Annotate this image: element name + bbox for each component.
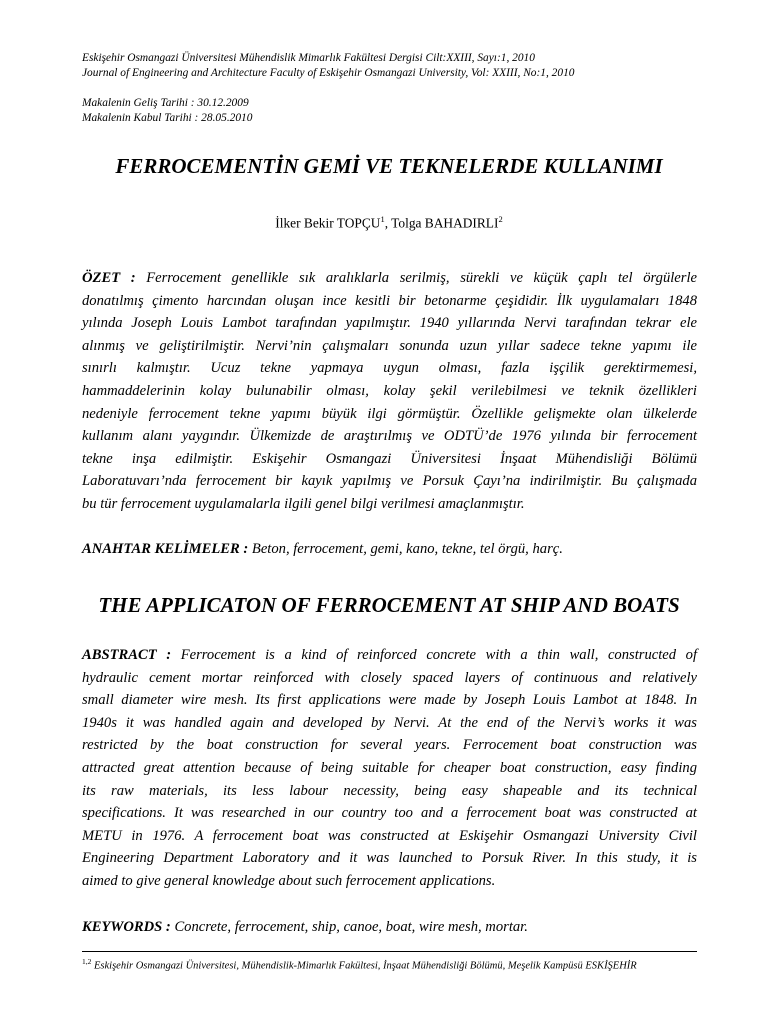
accepted-date: Makalenin Kabul Tarihi : 28.05.2010 — [82, 112, 253, 124]
abstract-text: Ferrocement is a kind of reinforced concrete with a thin wall, constructed of — [180, 647, 697, 663]
author-separator: , — [384, 215, 392, 231]
author-2: Tolga BAHADIRLI — [391, 215, 499, 231]
received-date: Makalenin Geliş Tarihi : 30.12.2009 — [82, 97, 249, 109]
keywords-turkish-label: ANAHTAR KELİMELER : — [82, 541, 249, 557]
ozet-line: donatılmış çimento harcından oluşan ince kesitli bir betonarme çeşididir. İlk uygulamaları 1848 — [82, 292, 697, 309]
ozet-line: alınmış ve geliştirilmiştir. Nervi’nin çalışmaları sonunda uzun yıllar sadece tekne yapımı ile — [82, 337, 697, 354]
abstract-line — [82, 644, 697, 667]
abstract-line: METU in 1976. A ferrocement boat was constructed at Eskişehir Osmangazi University Civil — [82, 827, 697, 844]
ozet-line — [82, 267, 697, 290]
journal-header-en: Journal of Engineering and Architecture Faculty of Eskişehir Osmangazi University, Vol: XXIII, No:1, 2010 — [82, 67, 575, 79]
abstract-line: aimed to give general knowledge about such ferrocement applications. — [82, 872, 496, 889]
ozet-line: bu tür ferrocement uygulamalarla ilgili genel bilgi verilmesi amaçlanmıştır. — [82, 495, 525, 512]
abstract-line: specifications. It was researched in our country too and a ferrocement boat was constructed at — [82, 805, 697, 822]
ozet-label: ÖZET : — [82, 270, 136, 286]
journal-header-tr: Eskişehir Osmangazi Üniversitesi Mühendislik Mimarlık Fakültesi Dergisi Cilt:XXIII, Sayı:1, 2010 — [82, 52, 535, 64]
footnote-marker: 1,2 — [82, 957, 92, 966]
ozet-line: yılında Joseph Louis Lambot tarafından yapılmıştır. 1940 yıllarında Nervi tarafından tekrar ele — [82, 315, 697, 332]
title-english: THE APPLICATON OF FERROCEMENT AT SHIP AND BOATS — [98, 593, 680, 617]
footnote-rule — [82, 951, 697, 952]
title-turkish: FERROCEMENTİN GEMİ VE TEKNELERDE KULLANIMI — [115, 154, 663, 178]
ozet-line: kullanım alanı yaygındır. Ülkemizde de araştırılmış ve ODTÜ’de 1976 yılında bir ferrocement — [82, 428, 697, 445]
ozet-line: Laboratuvarı’nda ferrocement bir kayık yapılmış ve Porsuk Çayı’na indirilmiştir. Bu çalışmada — [82, 473, 697, 490]
author-line — [0, 214, 778, 231]
footnote — [82, 957, 637, 972]
keywords-turkish-text: Beton, ferrocement, gemi, kano, tekne, tel örgü, harç. — [248, 541, 563, 557]
abstract-line: Engineering Department Laboratory and it was launched to Porsuk River. In this study, it is — [82, 850, 697, 867]
abstract-line: attracted great attention because of being suitable for cheaper boat construction, easy finding — [82, 759, 697, 776]
ozet-paragraph — [82, 267, 697, 516]
keywords-english-text: Concrete, ferrocement, ship, canoe, boat, wire mesh, mortar. — [170, 919, 528, 935]
author-1: İlker Bekir TOPÇU — [275, 215, 381, 231]
ozet-line: hammaddelerinin kolay bulunabilir olması, kolay şekil verilebilmesi ve teknik özellikleri — [82, 382, 697, 399]
author-1-affiliation: 1 — [380, 214, 385, 224]
ozet-line: sınırlı kalmıştır. Ucuz tekne yapmaya uygun olması, fazla işçilik gerektirmemesi, — [82, 360, 697, 377]
ozet-text: Ferrocement genellikle sık aralıklarla serilmiş, sürekli ve küçük çaplı tel örgülerle — [146, 270, 697, 286]
abstract-line: 1940s it was handled again and developed by Nervi. At the end of the Nervi’s works it was — [82, 714, 697, 731]
abstract-line: its raw materials, its less labour necessity, being easy shapeable and its technical — [82, 782, 697, 799]
abstract-label: ABSTRACT : — [82, 647, 172, 663]
ozet-line: nedeniyle ferrocement tekne yapımı büyük ilgi görmüştür. Özellikle gelişmekte olan ülkelerde — [82, 405, 697, 422]
keywords-english — [82, 919, 702, 936]
footnote-text: Eskişehir Osmangazi Üniversitesi, Mühendislik-Mimarlık Fakültesi, İnşaat Mühendisliği Bölümü, Meşelik Kampüsü ESKİŞEHİR — [91, 960, 637, 972]
abstract-paragraph — [82, 644, 697, 893]
keywords-english-label: KEYWORDS : — [82, 919, 171, 935]
abstract-line: hydraulic cement mortar reinforced with closely spaced layers of continuous and relatively — [82, 669, 697, 686]
ozet-line: tekne inşa edilmiştir. Eskişehir Osmangazi Üniversitesi İnşaat Mühendisliği Bölümü — [82, 450, 697, 467]
author-2-affiliation: 2 — [498, 214, 503, 224]
abstract-line: small diameter wire mesh. Its first applications were made by Joseph Louis Lambot at 1848. In — [82, 692, 697, 709]
abstract-line: restricted by the boat construction for several years. Ferrocement boat construction was — [82, 737, 697, 754]
keywords-turkish — [82, 541, 702, 558]
